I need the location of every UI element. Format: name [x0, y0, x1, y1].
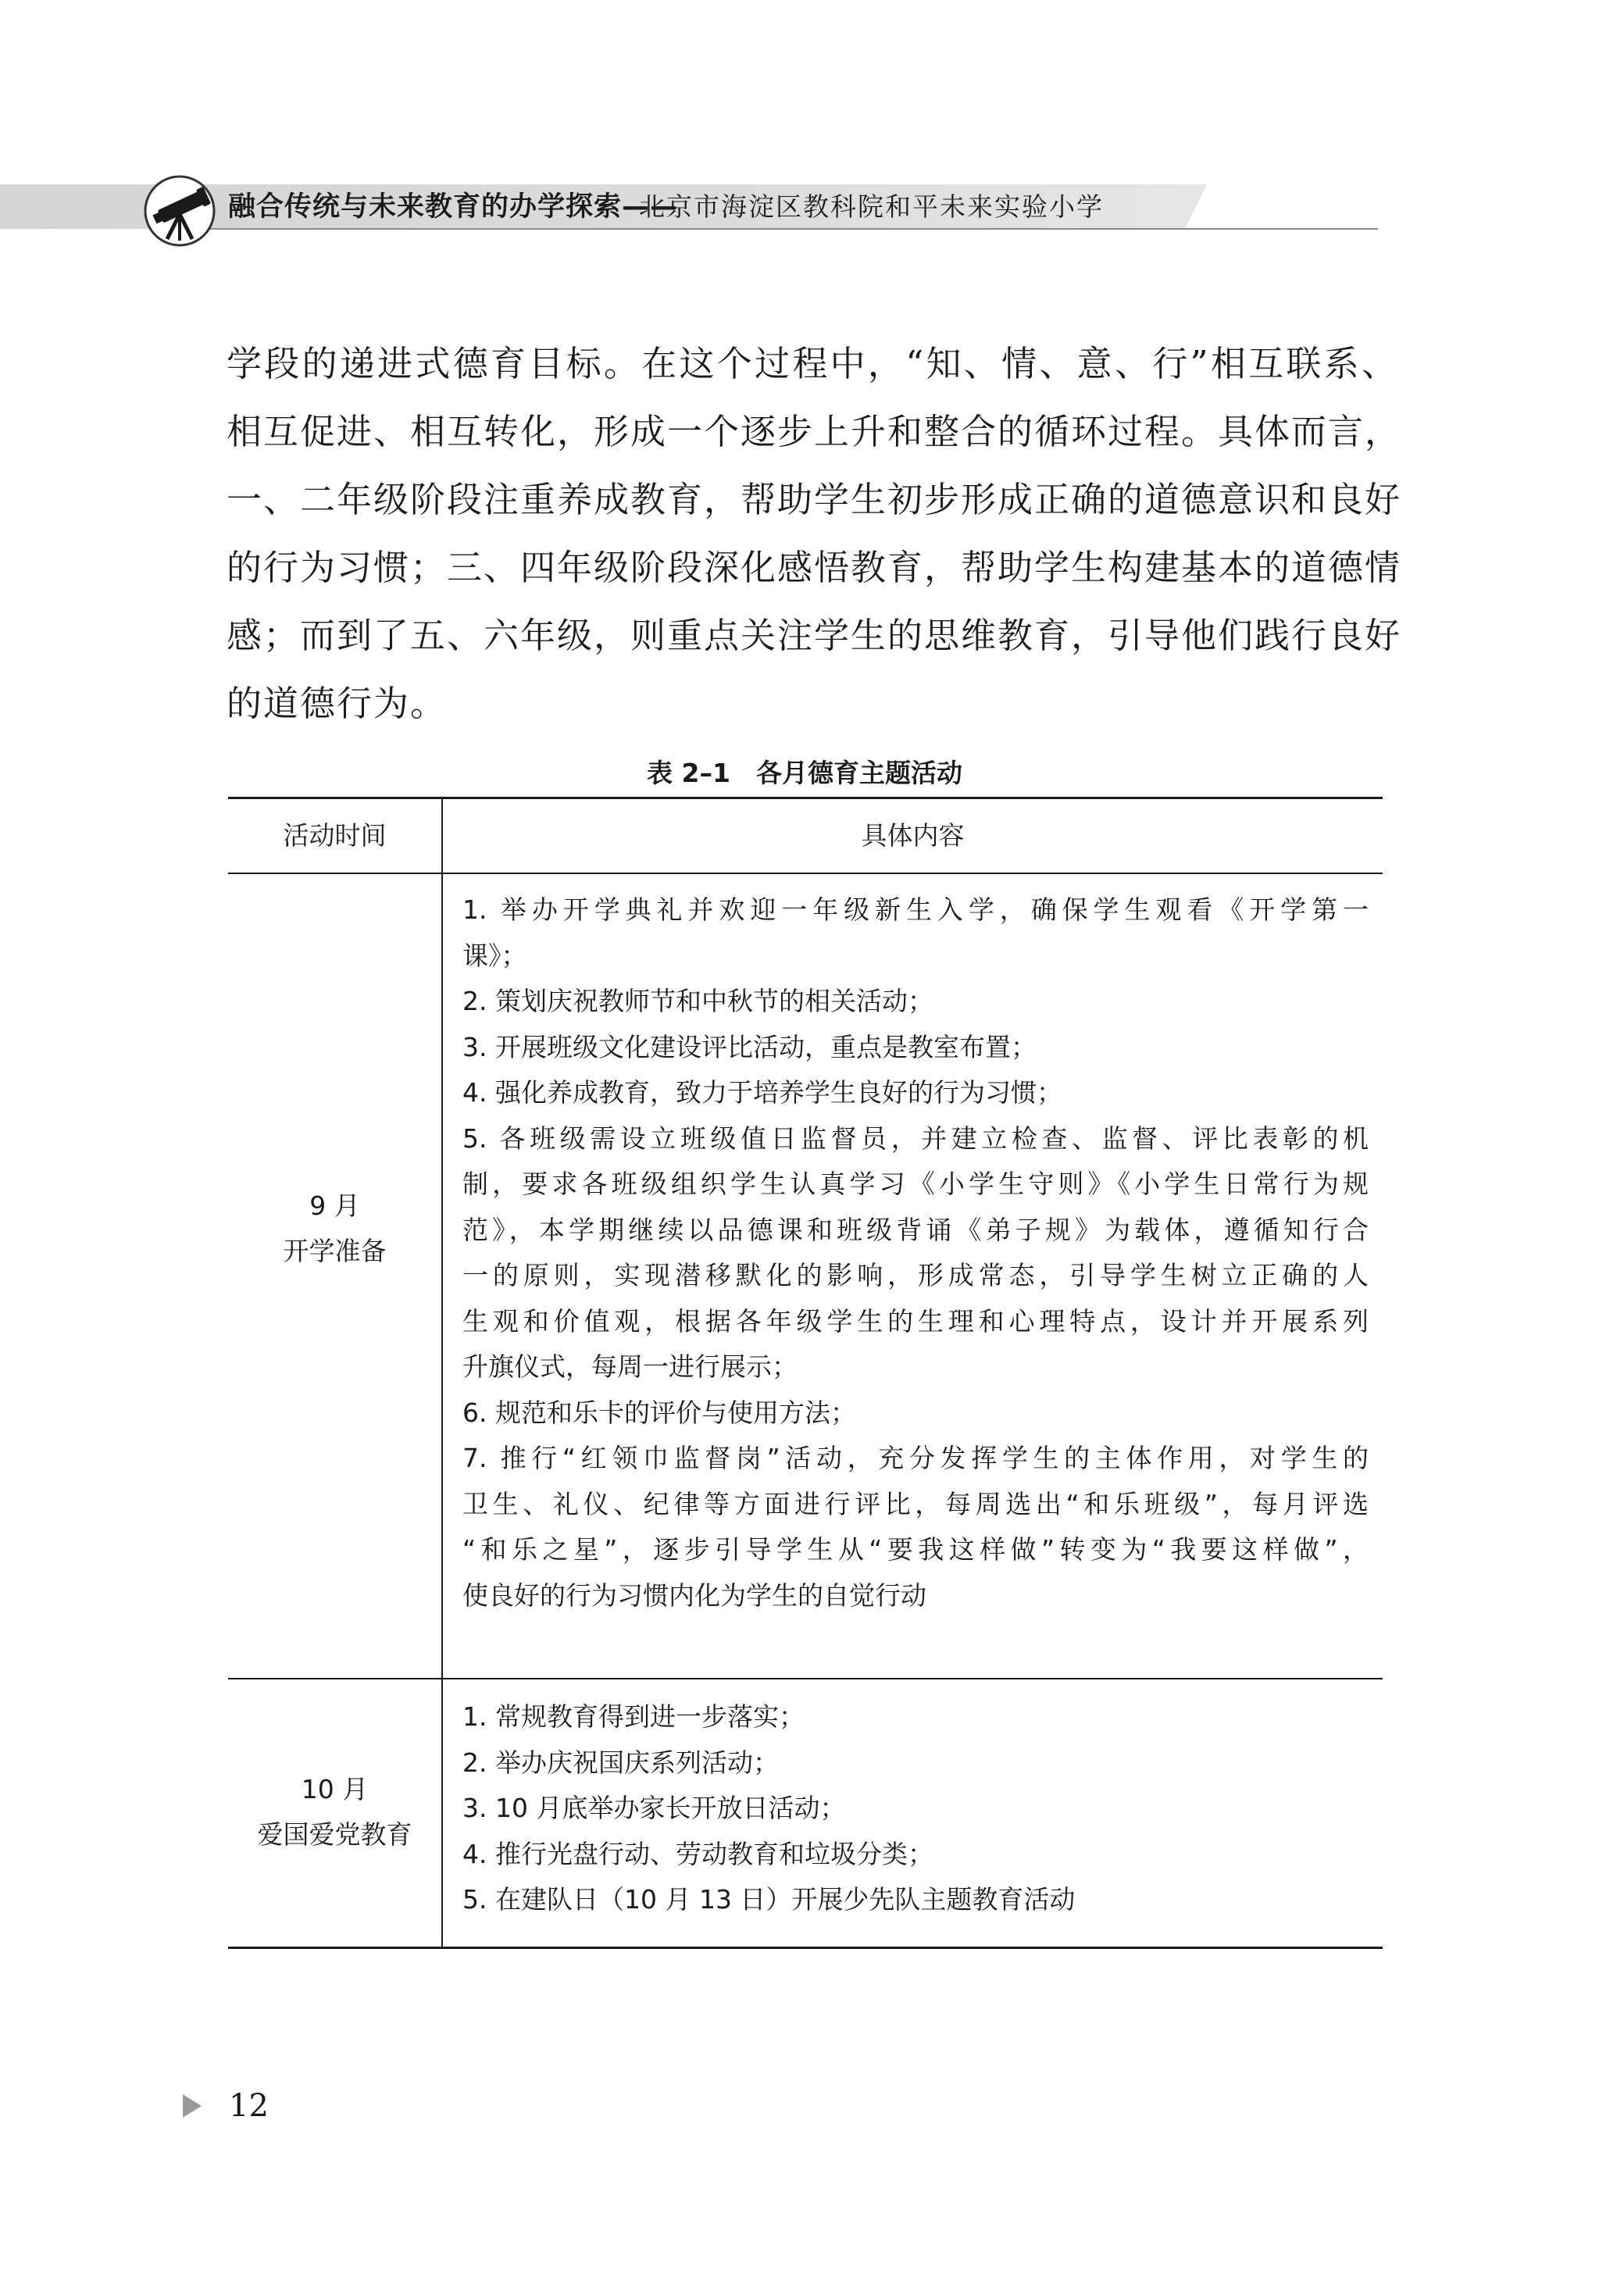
- header-rule: [205, 228, 1378, 230]
- body-paragraph: [227, 330, 1402, 737]
- table-column-divider: [441, 797, 443, 1948]
- table-row-rule: [228, 1678, 1383, 1679]
- table-row-line: 2. 策划庆祝教师节和中秋节的相关活动；: [462, 986, 933, 1016]
- table-row-line: 卫生、礼仪、纪律等方面进行评比，每周选出“和乐班级”，每月评选: [462, 1488, 1369, 1519]
- row-month: 9 月: [309, 1190, 360, 1221]
- table-header-rule: [228, 873, 1383, 874]
- paragraph-line: 相互促进、相互转化，形成一个逐步上升和整合的循环过程。具体而言，: [227, 411, 1402, 452]
- paragraph-line: 学段的递进式德育目标。在这个过程中，“知、情、意、行”相互联系、: [227, 343, 1398, 384]
- table-header-content: 具体内容: [861, 820, 965, 851]
- table-row-line: 制，要求各班级组织学生认真学习《小学生守则》《小学生日常行为规: [462, 1169, 1369, 1199]
- header-book-subtitle: 北京市海淀区教科院和平未来实验小学: [639, 191, 1104, 222]
- table-row-line: 范》，本学期继续以品德课和班级背诵《弟子规》为载体，遵循知行合: [462, 1214, 1369, 1245]
- telescope-logo-icon: [141, 172, 233, 250]
- table-row-line: 使良好的行为习惯内化为学生的自觉行动: [462, 1579, 926, 1611]
- table-row-line: 1. 举办开学典礼并欢迎一年级新生入学，确保学生观看《开学第一: [462, 894, 1369, 925]
- table-cell-content: [462, 887, 1369, 1619]
- table-row-line: “和乐之星”，逐步引导学生从“要我这样做”转变为“我要这样做”，: [462, 1534, 1369, 1565]
- table-row-line: 3. 开展班级文化建设评比活动，重点是教室布置；: [462, 1031, 1037, 1062]
- table-row-line: 生观和价值观，根据各年级学生的生理和心理特点，设计并开展系列: [462, 1305, 1369, 1337]
- table-row-line: 2. 举办庆祝国庆系列活动；: [462, 1747, 779, 1778]
- paragraph-line: 感；而到了五、六年级，则重点关注学生的思维教育，引导他们践行良好: [227, 615, 1402, 656]
- table-bottom-rule: [228, 1947, 1383, 1949]
- paragraph-line: 的道德行为。: [227, 683, 448, 724]
- page-number: 12: [229, 2088, 269, 2124]
- table-cell-content: [462, 1694, 1369, 1923]
- table-row-line: 1. 常规教育得到进一步落实；: [462, 1701, 805, 1732]
- row-theme: 爱国爱党教育: [257, 1819, 412, 1850]
- table-row-line: 4. 推行光盘行动、劳动教育和垃圾分类；: [462, 1838, 933, 1869]
- table-row-line: 5. 在建队日（10 月 13 日）开展少先队主题教育活动: [462, 1884, 1076, 1915]
- table-row-line: 升旗仪式，每周一进行展示；: [462, 1351, 798, 1382]
- row-month: 10 月: [301, 1774, 369, 1804]
- table-row-line: 6. 规范和乐卡的评价与使用方法；: [462, 1397, 856, 1428]
- page-marker-triangle-icon: [183, 2094, 202, 2118]
- table-row-line: 一的原则，实现潜移默化的影响，形成常态，引导学生树立正确的人: [462, 1260, 1369, 1290]
- table-row-line: 7. 推行“红领巾监督岗”活动，充分发挥学生的主体作用，对学生的: [462, 1443, 1369, 1473]
- paragraph-line: 的行为习惯；三、四年级阶段深化感悟教育，帮助学生构建基本的道德情: [227, 547, 1402, 588]
- table-row-line: 5. 各班级需设立班级值日监督员，并建立检查、监督、评比表彰的机: [462, 1123, 1369, 1154]
- table-cell-time: [228, 1183, 441, 1274]
- table-row-line: 课》；: [462, 940, 527, 971]
- table-header-time: 活动时间: [283, 820, 387, 851]
- header-book-title: 融合传统与未来教育的办学探索——: [228, 191, 679, 223]
- table-row-line: 3. 10 月底举办家长开放日活动；: [462, 1793, 846, 1823]
- table-cell-time: [228, 1767, 441, 1858]
- table-row-line: 4. 强化养成教育，致力于培养学生良好的行为习惯；: [462, 1077, 1062, 1108]
- row-theme: 开学准备: [283, 1236, 387, 1266]
- table-caption: 表 2–1 各月德育主题活动: [647, 758, 962, 788]
- paragraph-line: 一、二年级阶段注重养成教育，帮助学生初步形成正确的道德意识和良好: [227, 479, 1402, 520]
